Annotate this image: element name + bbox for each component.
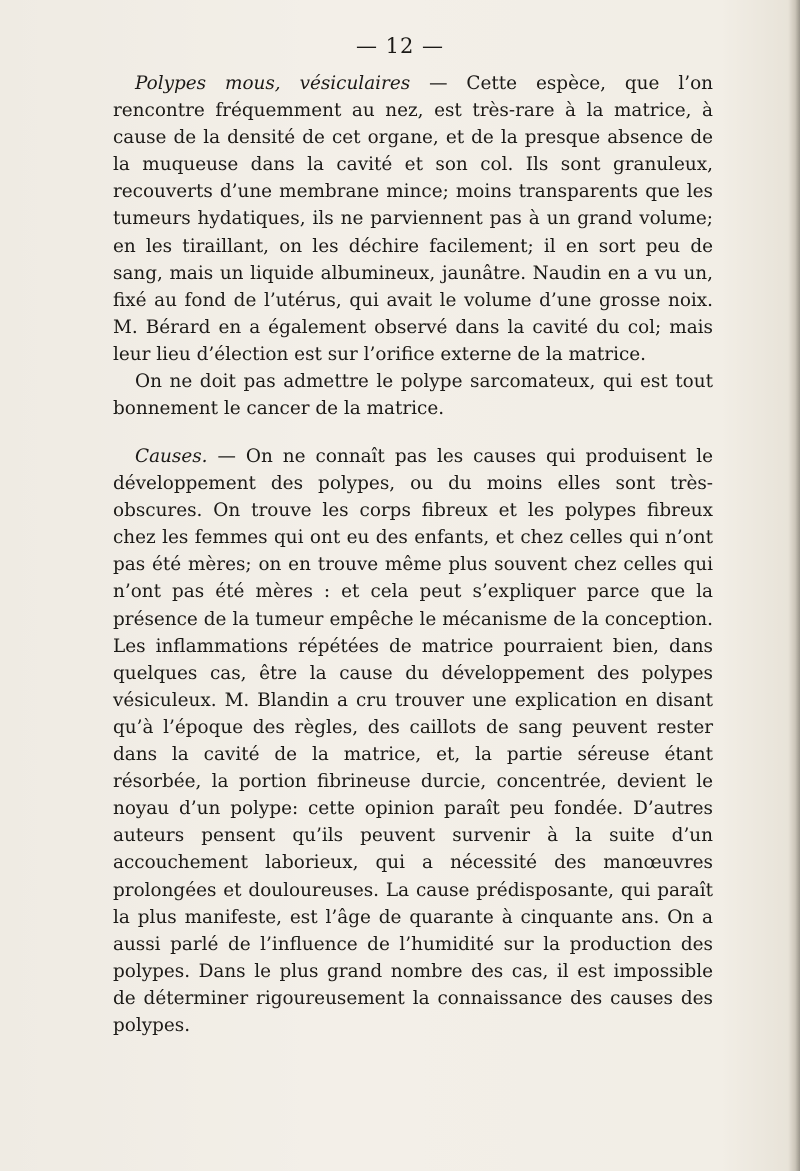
page-edge-shadow [788,0,800,1171]
paragraph [113,70,713,368]
paragraph [113,443,713,1039]
section-polypes-mous [113,70,713,422]
page-number: — 12 — [355,34,445,58]
paragraph-text: — Cette espèce, que l’on rencontre fréquemment au nez, est très-rare à la matrice, à cause de la densité de cet organe, et de la presque absence de la muqueuse dans la cavité et son col. Ils sont granuleux, recouverts d’une membrane mince; moins transparents que les tumeurs hydatiques, ils ne parviennent pas à un grand volume; en les tiraillant, on les déchire facilement; il en sort peu de sang, mais un liquide albumineux, jaunâtre. Naudin en a vu un, fixé au fond de l’utérus, qui avait le volume d’une grosse noix. M. Bérard en a également observé dans la cavité du col; mais leur lieu d’élection est sur l’orifice externe de la matrice. [113,73,713,365]
section-causes [113,443,713,1039]
section-lead-title: Polypes mous, vésiculaires [135,73,411,94]
paragraph-text: — On ne connaît pas les causes qui produisent le développement des polypes, ou du moins elles sont très-obscures. On trouve les corps fibreux et les polypes fibreux chez les femmes qui ont eu des enfants, et chez celles qui n’ont pas été mères; on en trouve même plus souvent chez celles qui n’ont pas été mères : et cela peut s’expliquer parce que la présence de la tumeur empêche le mécanisme de la conception. Les inflammations répétées de matrice pourraient bien, dans quelques cas, être la cause du développement des polypes vésiculeux. M. Blandin a cru trouver une explication en disant qu’à l’époque des règles, des caillots de sang peuvent rester dans la cavité de la matrice, et, la partie séreuse étant résorbée, la portion fibrineuse durcie, concentrée, devient le noyau d’un polype: cette opinion paraît peu fondée. D’autres auteurs pensent qu’ils peuvent survenir à la suite d’un accouchement laborieux, qui a nécessité des manœuvres prolongées et douloureuses. La cause prédisposante, qui paraît la plus manifeste, est l’âge de quarante à cinquante ans. On a aussi parlé de l’influence de l’humidité sur la production des polypes. Dans le plus grand nombre des cas, il est impossible de déterminer rigoureusement la connaissance des causes des polypes. [113,446,713,1036]
paragraph: On ne doit pas admettre le polype sarcomateux, qui est tout bonnement le cancer de la matrice. [113,371,713,420]
section-lead-title: Causes. [135,446,208,467]
